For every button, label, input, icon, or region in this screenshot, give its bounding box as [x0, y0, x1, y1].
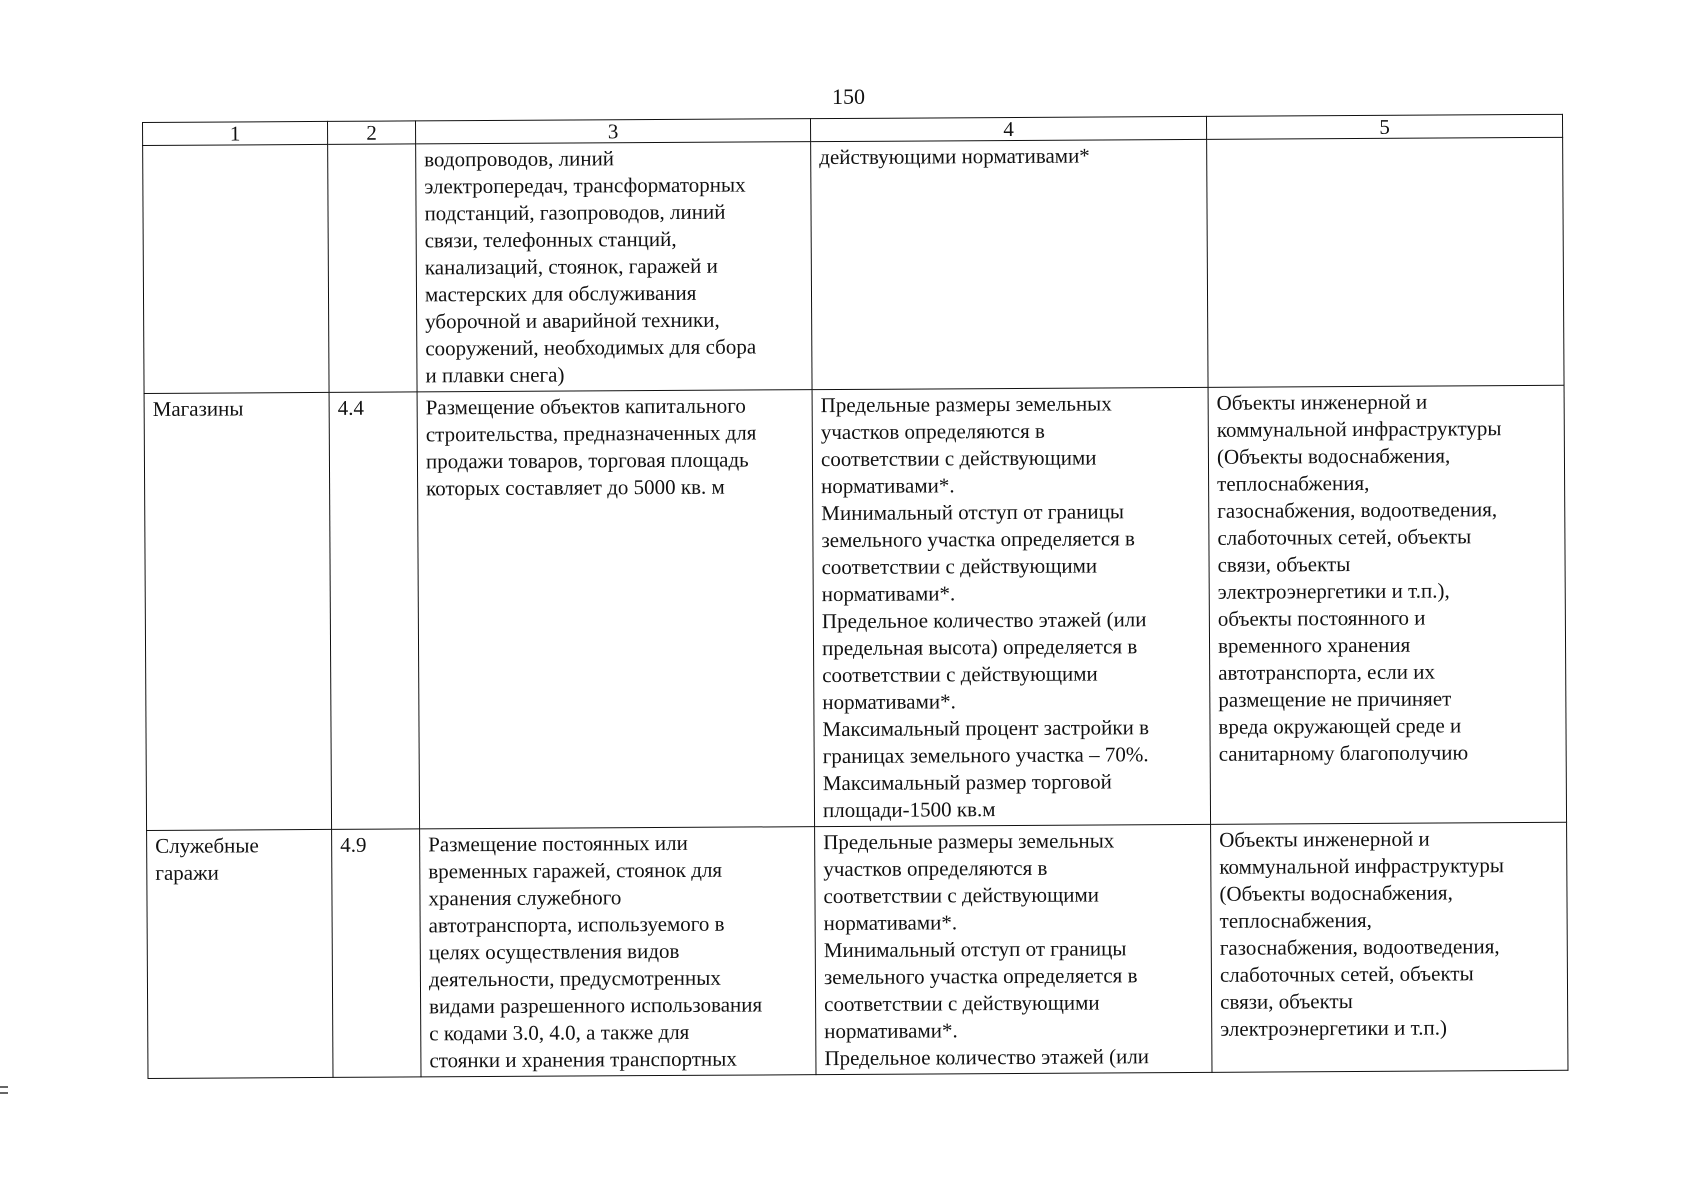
margin-mark	[0, 1092, 8, 1094]
cell-text-line: Минимальный отступ от границы	[821, 499, 1125, 526]
cell-text-line: уборочной и аварийной техники,	[425, 307, 720, 334]
cell-auxiliary-uses	[1211, 822, 1568, 1072]
cell-use-code: 4.4	[329, 392, 420, 829]
cell-parameters	[811, 139, 1208, 389]
cell-text-line: нормативами*.	[821, 473, 955, 499]
cell-text-line: теплоснабжения,	[1217, 470, 1370, 496]
cell-text-line: Объекты инженерной и	[1219, 826, 1430, 852]
cell-text-line: подстанций, газопроводов, линий	[424, 199, 726, 226]
cell-use-name: Магазины	[144, 392, 332, 830]
cell-use-name	[147, 829, 333, 1078]
margin-mark	[0, 1086, 8, 1088]
cell-text-line: Предельные размеры земельных	[820, 391, 1112, 418]
cell-text-line: временного хранения	[1217, 632, 1411, 658]
land-use-table	[142, 114, 1568, 1079]
cell-text-line: Предельное количество этажей (или	[821, 607, 1147, 634]
cell-text-line: газоснабжения, водоотведения,	[1217, 497, 1498, 523]
cell-text-line: Максимальный процент застройки в	[822, 715, 1150, 742]
cell-text-line: канализаций, стоянок, гаражей и	[424, 253, 718, 280]
table-row-continuation	[143, 137, 1564, 393]
cell-text-line: границах земельного участка – 70%.	[822, 742, 1149, 769]
cell-text-line: нормативами*.	[823, 910, 958, 936]
cell-text-line: нормативами*.	[821, 581, 956, 607]
column-header-1: 1	[143, 121, 328, 145]
cell-text-line: объекты постоянного и	[1217, 605, 1426, 631]
cell-text-line: газоснабжения, водоотведения,	[1219, 934, 1500, 960]
cell-text-line: площади-1500 кв.м	[822, 797, 996, 823]
cell-text-line: Размещение объектов капитального	[425, 393, 746, 420]
cell-text-line: мастерских для обслуживания	[424, 280, 697, 307]
cell-text-line: с кодами 3.0, 4.0, а также для	[429, 1019, 690, 1046]
cell-text-line: слаботочных сетей, объекты	[1217, 524, 1472, 550]
cell-text-line: хранения служебного	[428, 885, 622, 911]
cell-text-line: связи, телефонных станций,	[424, 226, 677, 253]
cell-use-code: 4.9	[332, 829, 421, 1078]
cell-use-code	[328, 144, 417, 393]
cell-text-line: соответствии с действующими	[824, 990, 1100, 1017]
cell-text-line: связи, объекты	[1220, 989, 1353, 1014]
cell-text-line: которых составляет до 5000 кв. м	[426, 474, 725, 501]
cell-text-line: водопроводов, линий	[424, 146, 615, 172]
cell-description	[417, 390, 815, 829]
table-row-shops	[144, 385, 1566, 830]
column-header-5: 5	[1206, 114, 1562, 139]
cell-text-line: земельного участка определяется в	[821, 526, 1136, 553]
cell-text-line: коммунальной инфраструктуры	[1216, 416, 1502, 442]
cell-text-line: электропередач, трансформаторных	[424, 172, 746, 199]
cell-text-line: соответствии с действующими	[823, 882, 1100, 909]
cell-text-line: земельного участка определяется в	[823, 963, 1138, 990]
page-number: 150	[832, 84, 865, 109]
cell-text-line: Предельное количество этажей (или	[824, 1044, 1150, 1071]
cell-text-line: целях осуществления видов	[428, 938, 680, 965]
cell-text-line: теплоснабжения,	[1219, 907, 1372, 933]
cell-text-line: санитарному благополучию	[1218, 740, 1469, 766]
cell-text-line: соответствии с действующими	[822, 661, 1098, 688]
cell-text-line: нормативами*.	[824, 1018, 958, 1044]
cell-text-line: слаботочных сетей, объекты	[1219, 961, 1474, 987]
column-header-2: 2	[327, 121, 415, 145]
cell-text-line: продажи товаров, торговая площадь	[425, 447, 749, 474]
cell-text-line: электроэнергетики и т.п.),	[1217, 578, 1450, 604]
cell-text-line: Объекты инженерной и	[1216, 389, 1428, 415]
cell-text-line: соответствии с действующими	[821, 553, 1098, 580]
cell-text-line: предельная высота) определяется в	[821, 634, 1138, 661]
cell-text-line: коммунальной инфраструктуры	[1219, 853, 1505, 879]
cell-text-line: видами разрешенного использования	[429, 992, 763, 1019]
table-row-service-garages	[147, 822, 1568, 1078]
cell-text-line: электроэнергетики и т.п.)	[1220, 1015, 1448, 1041]
cell-text-line: Максимальный размер торговой	[822, 769, 1112, 796]
cell-text-line: и плавки снега)	[425, 362, 565, 388]
cell-parameters	[815, 824, 1212, 1074]
cell-text-line: Размещение постоянных или	[428, 830, 688, 857]
cell-use-name	[143, 144, 329, 393]
cell-text-line: участков определяются в	[820, 418, 1045, 445]
cell-text-line: сооружений, необходимых для сбора	[425, 334, 757, 361]
cell-description	[416, 142, 812, 392]
cell-text-line: Минимальный отступ от границы	[823, 936, 1127, 963]
cell-text-line: гаражи	[155, 860, 219, 885]
cell-text-line: (Объекты водоснабжения,	[1216, 443, 1451, 469]
cell-text-line: деятельности, предусмотренных	[428, 965, 721, 992]
cell-text-line: временных гаражей, стоянок для	[428, 857, 723, 884]
column-header-3: 3	[415, 119, 810, 144]
cell-text-line: Служебные	[155, 833, 259, 858]
cell-description	[420, 827, 816, 1077]
cell-parameters	[812, 387, 1211, 826]
cell-text-line: соответствии с действующими	[820, 445, 1097, 472]
cell-text-line: стоянки и хранения транспортных	[429, 1046, 737, 1073]
cell-text-line: Предельные размеры земельных	[823, 828, 1115, 855]
cell-text-line: автотранспорта, используемого в	[428, 911, 725, 938]
cell-text-line: действующими нормативами*	[819, 143, 1090, 170]
cell-text-line: автотранспорта, если их	[1218, 659, 1436, 685]
column-header-4: 4	[810, 116, 1206, 141]
cell-auxiliary-uses	[1207, 137, 1564, 387]
cell-text-line: связи, объекты	[1217, 552, 1351, 577]
cell-text-line: (Объекты водоснабжения,	[1219, 880, 1453, 906]
cell-text-line: участков определяются в	[823, 855, 1048, 882]
cell-text-line: размещение не причиняет	[1218, 686, 1452, 712]
cell-auxiliary-uses	[1208, 385, 1567, 824]
cell-text-line: вреда окружающей среде и	[1218, 713, 1462, 739]
cell-text-line: нормативами*.	[822, 689, 956, 715]
cell-text-line: строительства, предназначенных для	[425, 420, 757, 447]
